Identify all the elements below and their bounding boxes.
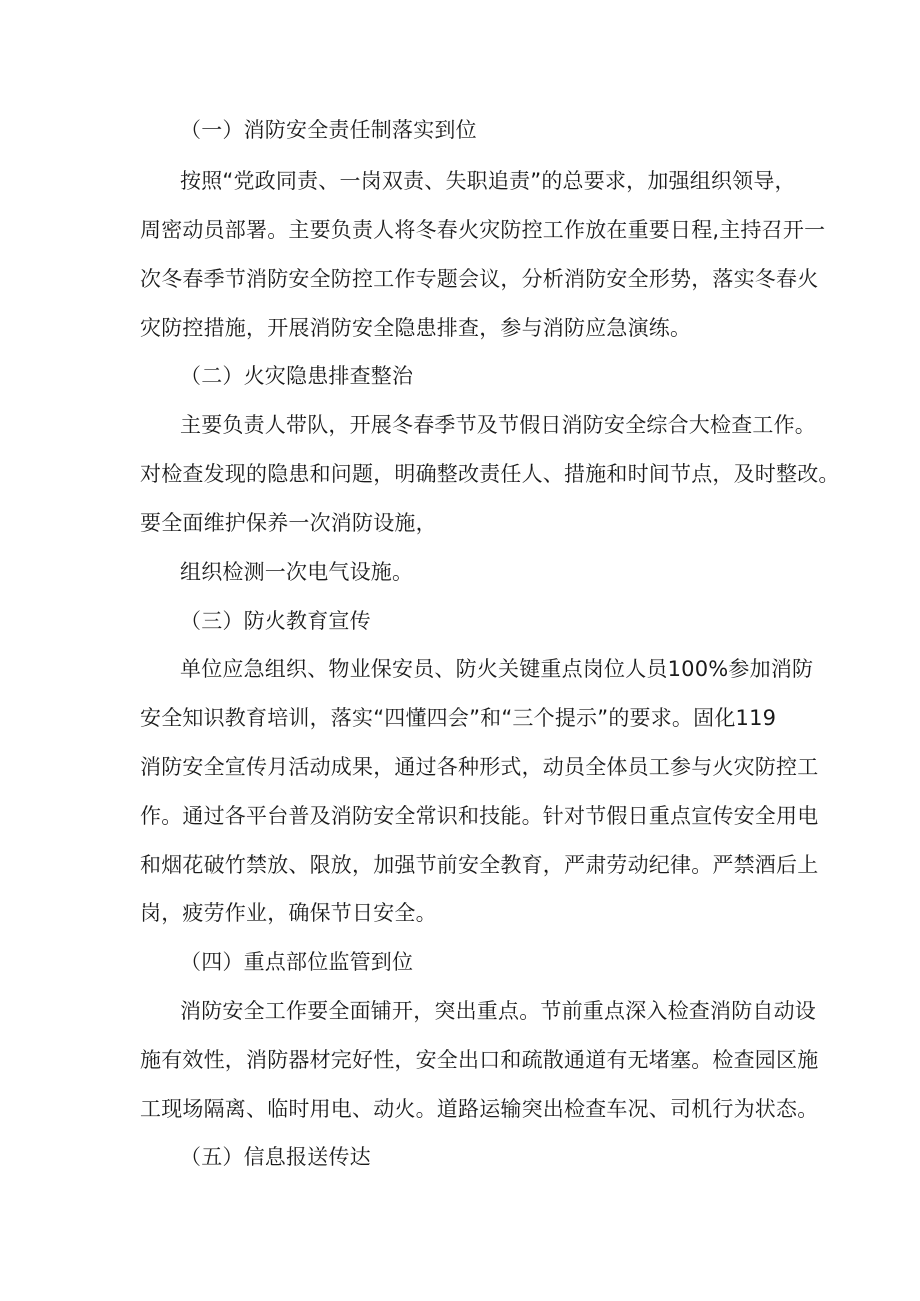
section-heading-4: （四）重点部位监管到位 [180, 950, 414, 974]
paragraph-line: 主要负责人带队，开展冬春季节及节假日消防安全综合大检查工作。 [180, 413, 816, 437]
paragraph-line: 安全知识教育培训，落实“四懂四会”和“三个提示”的要求。固化119 [140, 706, 777, 730]
paragraph-line: 作。通过各平台普及消防安全常识和技能。针对节假日重点宣传安全用电 [140, 804, 819, 828]
paragraph-line: 工现场隔离、临时用电、动火。道路运输突出检查车况、司机行为状态。 [140, 1097, 819, 1121]
paragraph-line: 消防安全工作要全面铺开，突出重点。节前重点深入检查消防自动设 [180, 999, 816, 1023]
paragraph-line: 对检查发现的隐患和问题，明确整改责任人、措施和时间节点，及时整改。 [140, 462, 840, 486]
section-heading-1: （一）消防安全责任制落实到位 [180, 118, 477, 142]
paragraph-line: 消防安全宣传月活动成果，通过各种形式，动员全体员工参与火灾防控工 [140, 755, 819, 779]
paragraph-line: 组织检测一次电气设施。 [180, 560, 414, 584]
paragraph-line: 灾防控措施，开展消防安全隐患排查，参与消防应急演练。 [140, 316, 692, 340]
paragraph-line: 和烟花破竹禁放、限放，加强节前安全教育，严肃劳动纪律。严禁酒后上 [140, 853, 819, 877]
section-heading-3: （三）防火教育宣传 [180, 609, 371, 633]
paragraph-line: 周密动员部署。主要负责人将冬春火灾防控工作放在重要日程,主持召开一 [140, 218, 826, 242]
paragraph-line: 要全面维护保养一次消防设施， [140, 511, 437, 535]
paragraph-line: 单位应急组织、物业保安员、防火关键重点岗位人员100%参加消防 [180, 657, 814, 681]
paragraph-line: 岗，疲劳作业，确保节日安全。 [140, 901, 437, 925]
section-heading-5: （五）信息报送传达 [180, 1145, 371, 1169]
paragraph-line: 次冬春季节消防安全防控工作专题会议，分析消防安全形势，落实冬春火 [140, 267, 819, 291]
paragraph-line: 施有效性，消防器材完好性，安全出口和疏散通道有无堵塞。检查园区施 [140, 1048, 819, 1072]
paragraph-line: 按照“党政同责、一岗双责、失职追责”的总要求，加强组织领导， [180, 169, 796, 193]
section-heading-2: （二）火灾隐患排查整治 [180, 364, 414, 388]
